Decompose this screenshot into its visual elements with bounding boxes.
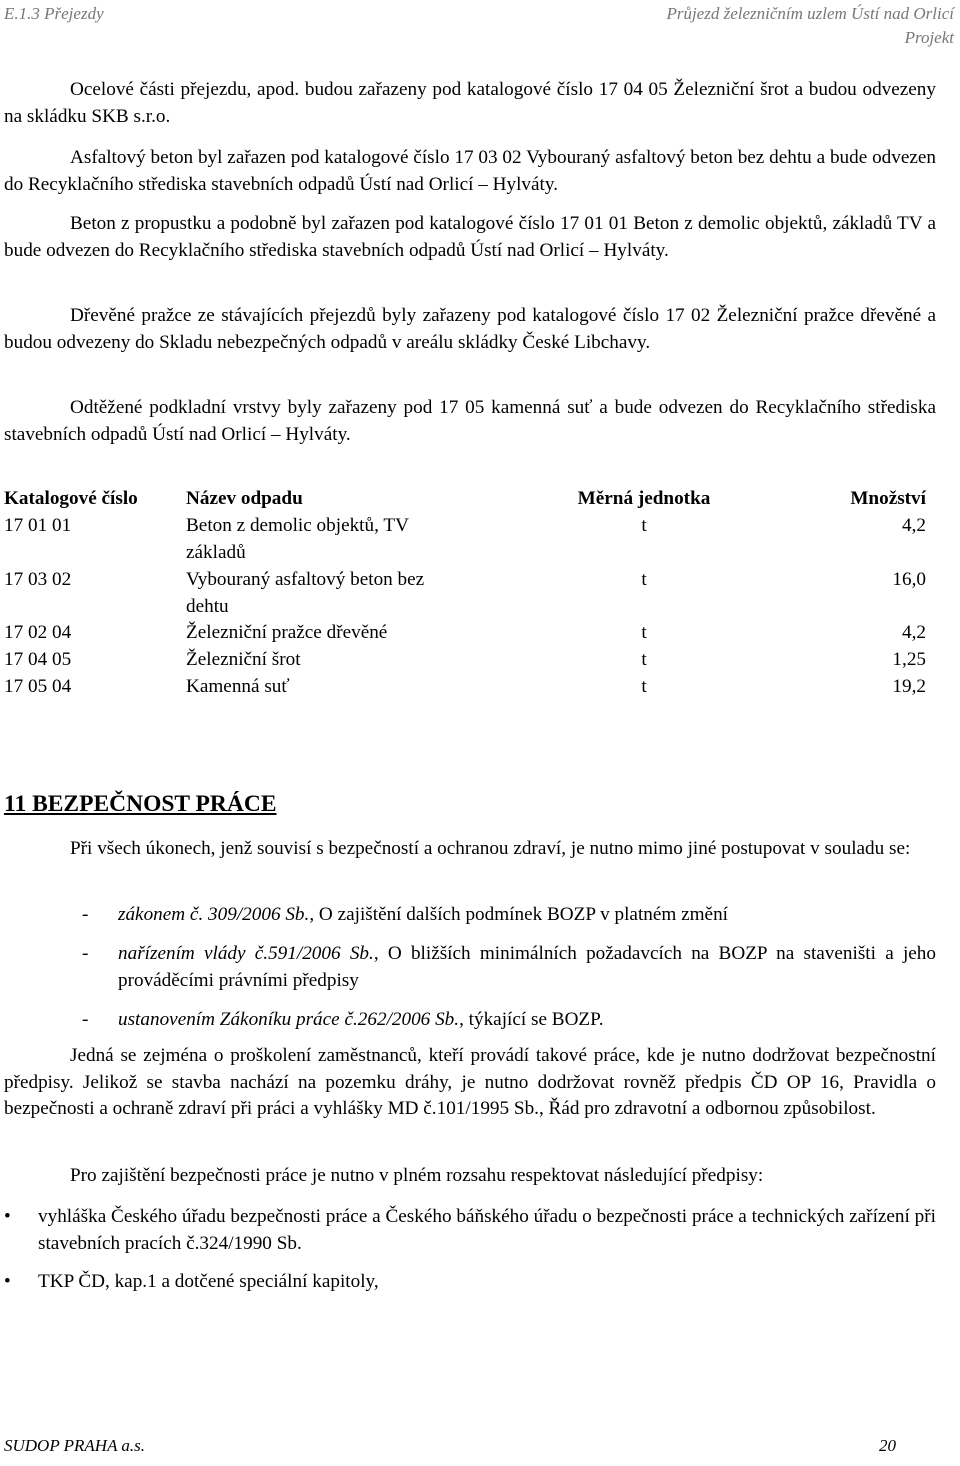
law-reference: nařízením vlády č.591/2006 Sb. — [118, 943, 374, 964]
table-row — [4, 566, 936, 617]
cell-quantity: 16,0 — [892, 569, 926, 590]
paragraph-training: Jedná se zejména o proškolení zaměstnanců, kteří provádí takové práce, kde je nutno dodržovat bezpečnostní předpisy. Jelikož se stavba nachází na pozemku dráhy, je nutno dodržovat rovněž předpis ČD OP 16, Pravidla o bezpečnosti a ochraně zdraví při práci a vyhlášky MD č.101/1995 Sb., Řád pro zdravotní a odbornou způsobilost. — [4, 1045, 936, 1119]
table-row — [4, 673, 936, 700]
paragraph-steel-parts: Ocelové části přejezdu, apod. budou zařazeny pod katalogové číslo 17 04 05 Železniční šrot a budou odvezeny na skládku SKB s.r.o. — [4, 79, 936, 127]
cell-name-line1: Beton z demolic objektů, TV — [186, 515, 409, 536]
header-doc-type: Projekt — [904, 28, 954, 47]
cell-name-line2: základů — [186, 542, 246, 563]
cell-unit: t — [641, 515, 647, 536]
paragraph-regulations-intro: Pro zajištění bezpečnosti práce je nutno v plném rozsahu respektovat následující předpisy: — [70, 1165, 764, 1186]
table-row — [4, 512, 936, 563]
paragraph-concrete: Beton z propustku a podobně byl zařazen pod katalogové číslo 17 01 01 Beton z demolic objektů, základů TV a bude odvezen do Recyklačního střediska stavebních odpadů Ústí nad Orlicí – Hylváty. — [4, 213, 936, 261]
cell-code: 17 05 04 — [4, 676, 72, 697]
cell-name-line1: Vybouraný asfaltový beton bez — [186, 569, 425, 590]
cell-quantity: 1,25 — [892, 649, 926, 670]
cell-quantity: 19,2 — [892, 676, 926, 697]
header-project-title — [666, 2, 954, 50]
header-quantity: Množství — [850, 488, 926, 509]
cell-code: 17 03 02 — [4, 569, 72, 590]
paragraph-sleepers: Dřevěné pražce ze stávajících přejezdů byly zařazeny pod katalogové číslo 17 02 Železniční pražce dřevěné a budou odvezeny do Skladu nebezpečných odpadů v areálu skládky České Libchavy. — [4, 305, 936, 353]
bullet-text: vyhláška Českého úřadu bezpečnosti práce a Českého báňského úřadu o bezpečnosti práce a technických zařízení při stavebních pracích č.324/1990 Sb. — [38, 1206, 936, 1254]
header-section-label: E.1.3 Přejezdy — [4, 4, 104, 23]
paragraph-subgrade: Odtěžené podkladní vrstvy byly zařazeny pod 17 05 kamenná suť a bude odvezen do Recyklačního střediska stavebních odpadů Ústí nad Orlicí – Hylváty. — [4, 397, 936, 445]
cell-name-line2: dehtu — [186, 596, 229, 617]
cell-code: 17 01 01 — [4, 515, 72, 536]
table-header-row — [4, 485, 936, 512]
cell-unit: t — [641, 676, 647, 697]
cell-unit: t — [641, 622, 647, 643]
cell-name: Železniční šrot — [186, 649, 301, 670]
list-item — [82, 901, 936, 928]
table-row — [4, 646, 936, 673]
cell-name: Kamenná suť — [186, 676, 290, 697]
law-description: , týkající se BOZP. — [459, 1009, 604, 1030]
cell-quantity: 4,2 — [902, 515, 926, 536]
list-item — [82, 940, 936, 994]
header-catalog-number: Katalogové číslo — [4, 488, 138, 509]
section-heading: 11 BEZPEČNOST PRÁCE — [4, 791, 277, 817]
dash-marker: - — [82, 1009, 89, 1030]
page-number: 20 — [879, 1436, 896, 1455]
bullet-marker: • — [4, 1206, 11, 1227]
header-waste-name: Název odpadu — [186, 488, 303, 509]
cell-name: Železniční pražce dřevěné — [186, 622, 388, 643]
list-item — [82, 1006, 936, 1033]
cell-name — [186, 566, 506, 620]
bullet-marker: • — [4, 1271, 11, 1292]
law-description: , O bližších minimálních požadavcích na BOZP na staveništi a jeho prováděcími právními předpisy — [118, 943, 936, 991]
header-project-name: Průjezd železničním uzlem Ústí nad Orlicí — [666, 4, 954, 23]
law-reference: zákonem č. 309/2006 Sb. — [118, 904, 310, 925]
bullet-list-item — [4, 1268, 936, 1295]
bullet-list-item — [4, 1203, 936, 1257]
cell-code: 17 02 04 — [4, 622, 72, 643]
paragraph-asphalt: Asfaltový beton byl zařazen pod katalogové číslo 17 03 02 Vybouraný asfaltový beton bez dehtu a bude odvezen do Recyklačního střediska stavebních odpadů Ústí nad Orlicí – Hylváty. — [4, 147, 936, 195]
paragraph-safety-intro: Při všech úkonech, jenž souvisí s bezpečností a ochranou zdraví, je nutno mimo jiné postupovat v souladu se: — [70, 838, 911, 859]
cell-unit: t — [641, 569, 647, 590]
dash-marker: - — [82, 943, 89, 964]
footer-company: SUDOP PRAHA a.s. — [4, 1436, 146, 1455]
law-description: , O zajištění dalších podmínek BOZP v platném změní — [309, 904, 728, 925]
cell-code: 17 04 05 — [4, 649, 72, 670]
table-row — [4, 619, 936, 646]
header-unit: Měrná jednotka — [577, 488, 711, 509]
cell-name — [186, 512, 506, 566]
cell-quantity: 4,2 — [902, 622, 926, 643]
dash-marker: - — [82, 904, 89, 925]
law-reference: ustanovením Zákoníku práce č.262/2006 Sb. — [118, 1009, 460, 1030]
cell-unit: t — [641, 649, 647, 670]
bullet-text: TKP ČD, kap.1 a dotčené speciální kapitoly, — [38, 1271, 379, 1292]
